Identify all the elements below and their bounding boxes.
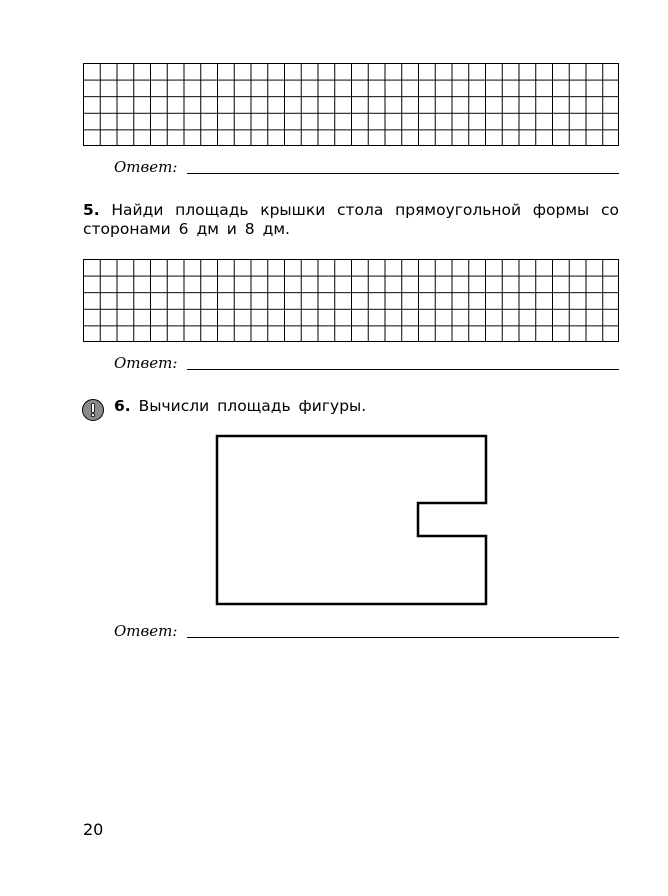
task-5-number: 5. xyxy=(83,201,100,219)
grid-task-5 xyxy=(83,259,619,342)
answer-line[interactable] xyxy=(187,369,619,370)
answer-label: Ответ: xyxy=(114,354,178,372)
answer-line[interactable] xyxy=(187,637,619,638)
page-number: 20 xyxy=(83,820,104,839)
answer-label: Ответ: xyxy=(114,622,178,640)
figure-outline xyxy=(217,436,486,604)
task-6-number: 6. xyxy=(114,397,131,415)
grid-task-4 xyxy=(83,63,619,146)
task-6-figure xyxy=(214,433,490,607)
exclamation-icon xyxy=(82,399,104,421)
answer-line[interactable] xyxy=(187,173,619,174)
answer-row-task-4 xyxy=(114,156,619,176)
answer-row-task-5 xyxy=(114,352,619,372)
answer-row-task-6 xyxy=(114,620,619,640)
task-6-text xyxy=(114,397,366,416)
task-6-body: Вычисли площадь фигуры. xyxy=(138,397,367,415)
task-5-text xyxy=(83,201,619,239)
answer-label: Ответ: xyxy=(114,158,178,176)
task-5-body: Найди площадь крышки стола прямоугольной формы со сторонами 6 дм и 8 дм. xyxy=(83,201,619,238)
